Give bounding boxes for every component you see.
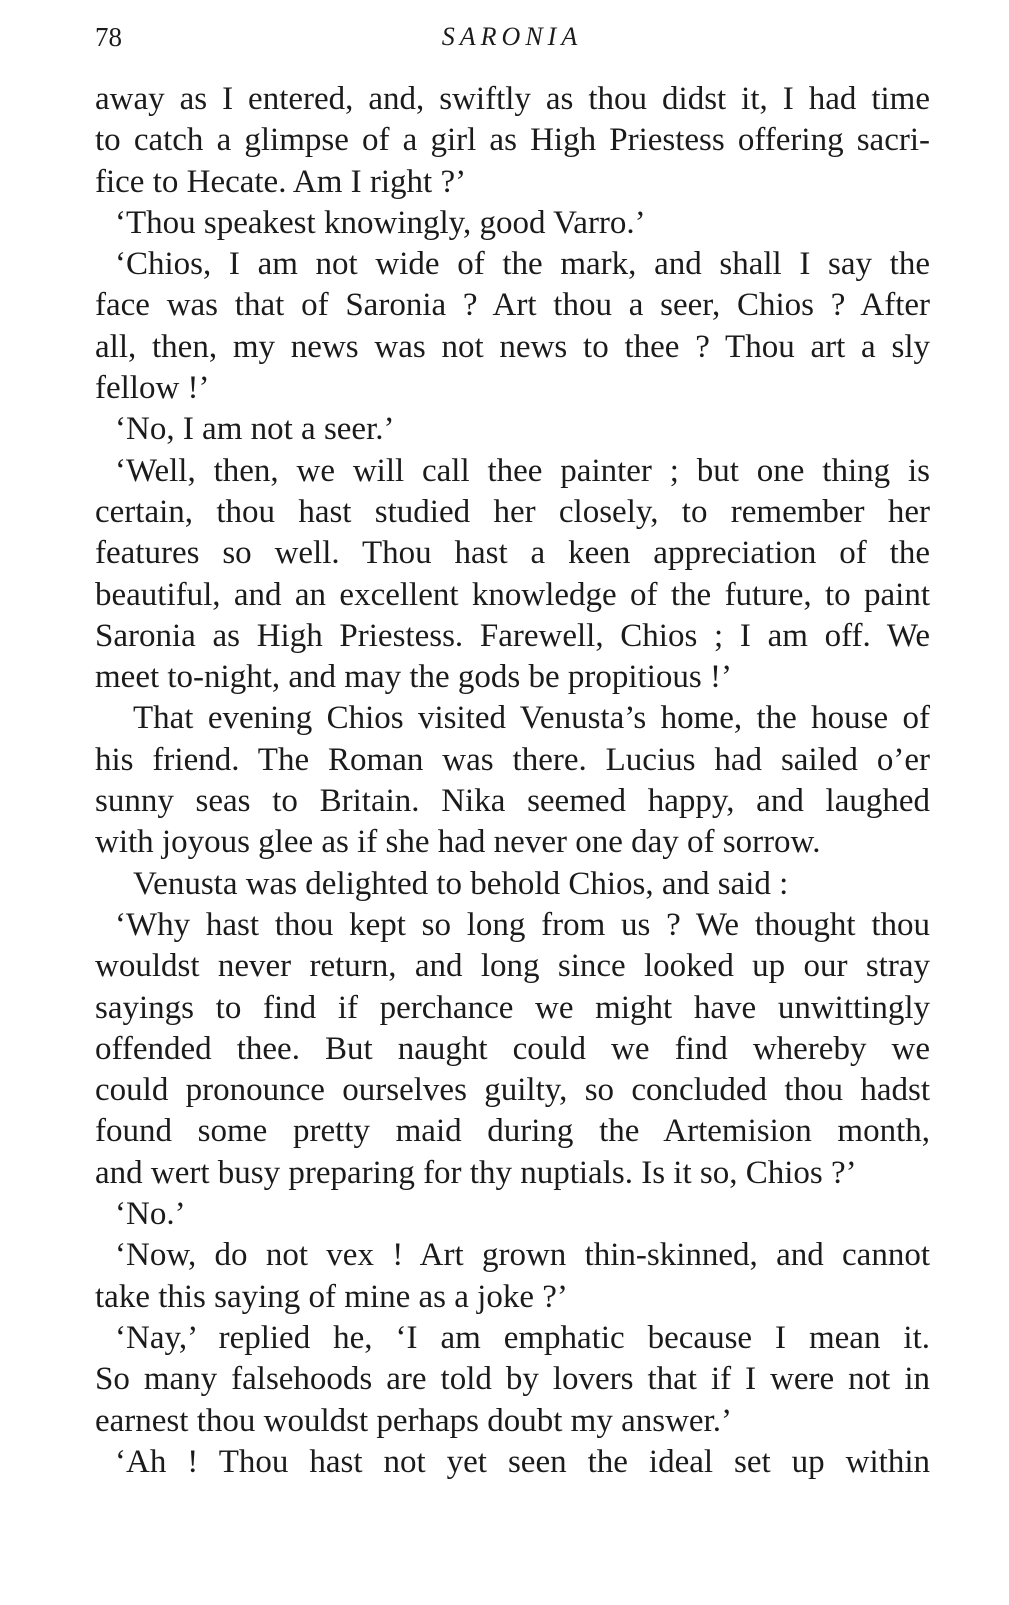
text-line: ‘No.’ [115,1196,186,1233]
text-line: offended thee. But naught could we find whereby we [95,1030,930,1067]
text-line: features so well. Thou hast a keen appreciation of the [95,535,930,572]
text-line: Saronia as High Priestess. Farewell, Chios ; I am off. We [95,617,930,654]
text-line: Venusta was delighted to behold Chios, and said : [133,865,789,902]
text-line: fellow !’ [95,370,210,407]
paragraph [95,1194,930,1235]
paragraph [95,244,930,409]
text-line: meet to-night, and may the gods be propitious !’ [95,659,732,696]
text-line: face was that of Saronia ? Art thou a seer, Chios ? After [95,287,930,324]
text-line: sayings to find if perchance we might have unwittingly [95,989,930,1026]
text-line: beautiful, and an excellent knowledge of the future, to paint [95,576,930,613]
text-line: ‘Nay,’ replied he, ‘I am emphatic because I mean it. [115,1319,930,1356]
paragraph [95,1318,930,1442]
text-line: certain, thou hast studied her closely, to remember her [95,493,930,530]
text-line: all, then, my news was not news to thee ? Thou art a sly [95,328,930,365]
text-line: That evening Chios visited Venusta’s home, the house of [133,700,930,737]
text-line: So many falsehoods are told by lovers that if I were not in [95,1361,930,1398]
text-line: ‘Well, then, we will call thee painter ; but one thing is [115,452,930,489]
paragraph [95,864,930,905]
text-line: earnest thou wouldst perhaps doubt my answer.’ [95,1402,732,1439]
paragraph [95,451,930,699]
paragraph [95,79,930,203]
paragraph [95,1442,930,1483]
text-line: to catch a glimpse of a girl as High Priestess offering sacri- [95,122,930,159]
text-line: ‘Why hast thou kept so long from us ? We thought thou [115,906,930,943]
text-line: away as I entered, and, swiftly as thou didst it, I had time [95,81,930,117]
text-line: with joyous glee as if she had never one day of sorrow. [95,824,821,861]
text-line: take this saying of mine as a joke ?’ [95,1278,568,1315]
text-line: sunny seas to Britain. Nika seemed happy, and laughed [95,783,930,820]
paragraph [95,1235,930,1318]
paragraph [95,905,930,1194]
text-line: found some pretty maid during the Artemision month, [95,1113,930,1150]
paragraph [95,203,930,244]
paragraph [95,409,930,450]
text-line: ‘No, I am not a seer.’ [115,411,395,448]
text-line: could pronounce ourselves guilty, so concluded thou hadst [95,1072,930,1109]
text-line: ‘Chios, I am not wide of the mark, and shall I say the [115,246,930,283]
text-line: and wert busy preparing for thy nuptials. Is it so, Chios ?’ [95,1154,857,1191]
text-line: wouldst never return, and long since looked up our stray [95,948,930,985]
text-line: ‘Thou speakest knowingly, good Varro.’ [115,204,646,241]
text-line: ‘Ah ! Thou hast not yet seen the ideal set up within [115,1443,930,1480]
text-line: fice to Hecate. Am I right ?’ [95,163,467,200]
text-line: ‘Now, do not vex ! Art grown thin-skinned, and cannot [115,1237,930,1274]
paragraph [95,698,930,863]
page-number: 78 [95,22,122,52]
running-title: SARONIA [441,22,583,51]
page-body [95,79,930,1483]
text-line: his friend. The Roman was there. Lucius had sailed o’er [95,741,930,778]
